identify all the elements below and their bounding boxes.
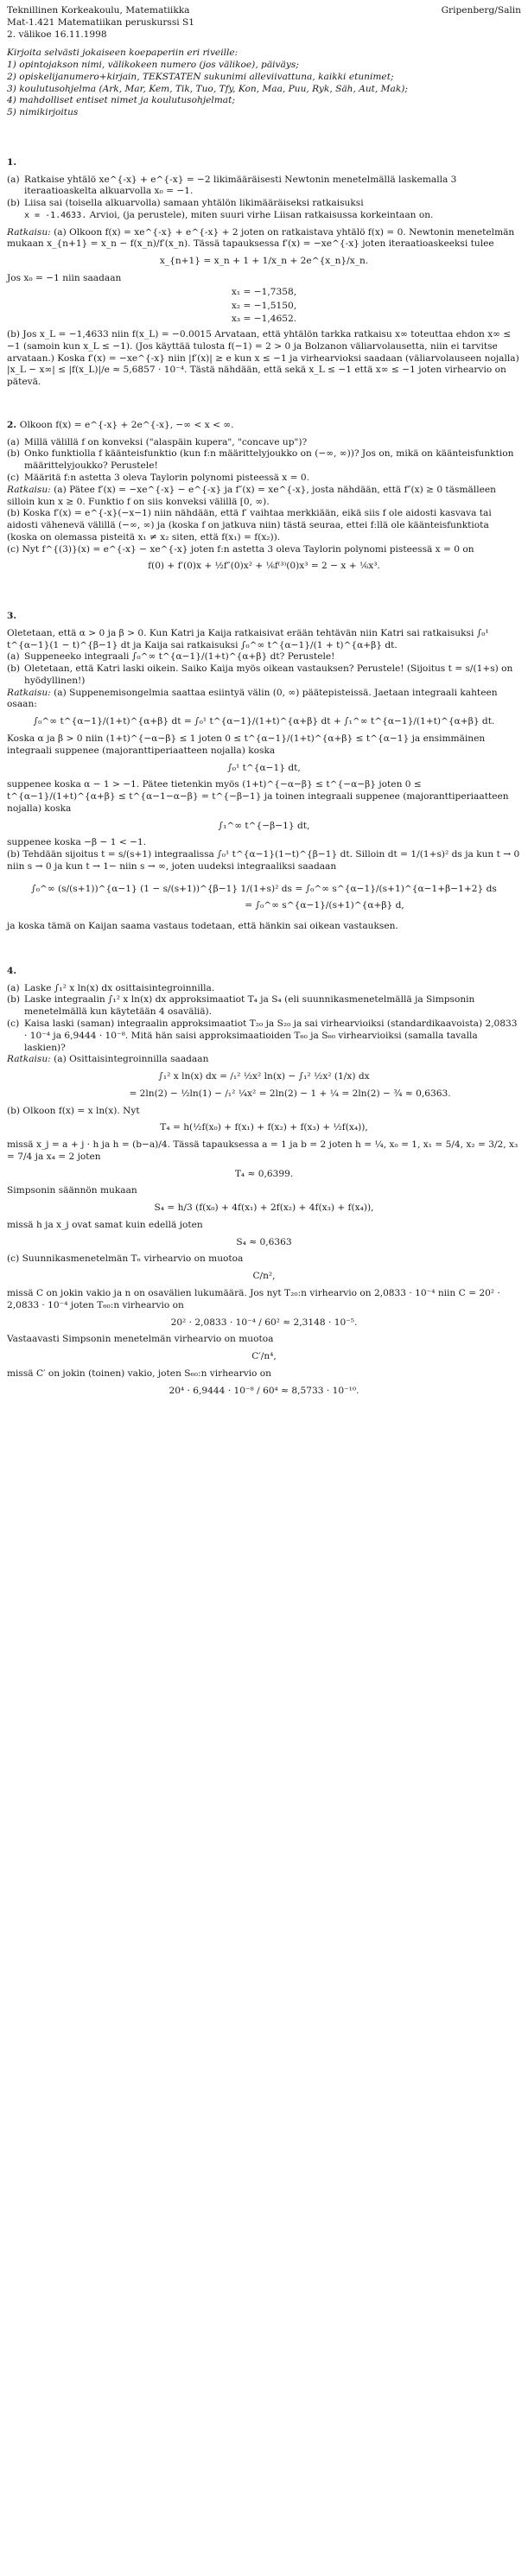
problem-3a [7, 651, 521, 663]
text-1b-part1: Liisa sai (toisella alkuarvolla) samaan yhtälön likimääräiseksi ratkaisuksi [24, 198, 364, 209]
problem-1a [7, 174, 521, 199]
solution-4c-part3: Vastaavasti Simpsonin menetelmän virhearvio on muotoa [7, 1334, 274, 1345]
instruction-5: 5) nimikirjoitus [7, 107, 79, 118]
solution-2b: (b) Koska f′(x) = e^{-x}(−x−1) niin nähdään, että f′ vaihtaa merkkiään, eikä siis f ole aidosti kasvava tai aidosti vähenevä välillä (−∞, ∞) ja (koska f on jatkuva niin) tästä seuraa, ettei f:llä ole käänteisfunktiota (koska on olemassa pisteitä x₁ ≠ x₂ siten, että f(x₁) = f(x₂)). [7, 508, 492, 542]
label-2b: (b) [7, 448, 21, 460]
text-4a: Laske ∫₁² x ln(x) dx osittaisintegroinnilla. [24, 982, 215, 993]
solution-2c: (c) Nyt f^{(3)}(x) = e^{-x} − xe^{-x} joten f:n astetta 3 oleva Taylorin polynomi pisteessä x = 0 on [7, 543, 474, 555]
text-3a: Suppeneeko integraali ∫₀^∞ t^{α−1}/(1+t)^{α+β} dt? Perustele! [24, 651, 335, 663]
solution-3-conclusion: ja koska tämä on Kaijan saama vastaus todetaan, että hänkin sai oikean vastauksen. [7, 921, 398, 932]
problem-4b [7, 994, 521, 1018]
problem-3-number: 3. [7, 611, 17, 622]
problem-3-intro: Oletetaan, että α > 0 ja β > 0. Kun Katri ja Kaija ratkaisivat erään tehtävän niin Katri sai ratkaisuksi ∫₀¹ t^{α−1}(1 − t)^{β−1} dt ja Kaija sai ratkaisuksi ∫₀^∞ t^{α−1}/(1 + t)^{α+β} dt. [7, 627, 489, 650]
problem-4c [7, 1018, 521, 1054]
text-2b: Onko funktiolla f käänteisfunktio (kun f:n määrittelyjoukko on (−∞, ∞))? Jos on, mikä on käänteisfunktion määrittelyjoukko? Perustele! [24, 448, 514, 472]
label-1b: (b) [7, 198, 21, 209]
simpson-equation: S₄ = h/3 (f(x₀) + 4f(x₁) + 2f(x₂) + 4f(x₃) + f(x₄)), [154, 1202, 374, 1214]
solution-1b: (b) Jos x_L = −1,4633 niin f(x_L) = −0.0015 Arvataan, että yhtälön tarkka ratkaisu x∞ toteuttaa ehdon x∞ ≤ −1 (samoin kun x_L ≤ −1). (Jos käyttää tulosta f(−1) = 2 > 0 ja Bolzanon väliarvolausetta, niin ei tarvitse arvataan.) Koska f′(x) = −xe^{-x} niin |f′(x)| ≥ e kun x ≤ −1 ja virhearvioksi saadaan (väliarvolauseen nojalla) |x_L − x∞| ≤ |f(x_L)|/e ≈ 5,6857 · 10⁻⁴. Tästä nähdään, että sekä x_L ≤ −1 että x∞ ≤ −1 joten virhearvio on pätevä. [7, 329, 519, 388]
solution-label-2: Ratkaisu: [7, 484, 51, 495]
solution-label-1: Ratkaisu: [7, 226, 51, 238]
problem-2b [7, 448, 521, 473]
header-row-1 [7, 5, 521, 17]
trapezoid-value: T₄ ≈ 0,6399. [234, 1168, 294, 1179]
iterate-x2: x₂ = −1,5150, [231, 300, 297, 311]
simpson-error-form: C′/n⁴, [251, 1351, 277, 1362]
liisa-value: x = -1.4633. [24, 210, 87, 220]
solution-4a [7, 1054, 521, 1066]
problem-1b [7, 198, 521, 222]
majorant-integral-1: ∫₀¹ t^{α−1} dt, [227, 762, 301, 773]
problem-1-number: 1. [7, 156, 17, 168]
text-2a: Millä välillä f on konveksi ("alaspäin kupera", "concave up")? [24, 436, 308, 447]
instruction-4: 4) mahdolliset entiset nimet ja koulutusohjelmat; [7, 95, 235, 106]
label-4c: (c) [7, 1018, 20, 1029]
simpson-value: S₄ ≈ 0,6363 [236, 1236, 292, 1247]
solution-3a-part4: suppenee koska −β − 1 < −1. [7, 837, 147, 848]
problem-2-intro: Olkoon f(x) = e^{-x} + 2e^{-x}, −∞ < x < ∞. [19, 419, 234, 430]
x0-text: Jos x₀ = −1 niin saadaan [7, 273, 122, 284]
text-4c: Kaisa laski (saman) integraalin approksimaatiot T₂₀ ja S₂₀ ja sai virhearvioiksi (standardikaavoista) 2,0833 · 10⁻⁴ ja 6,9444 · 10⁻⁸. Mitä hän saisi approksimaatioiden T₆₀ ja S₆₀ virhearvioiksi (samalla tavalla laskien)? [24, 1018, 518, 1053]
solution-1a-text: (a) Olkoon f(x) = xe^{-x} + e^{-x} + 2 joten on ratkaistava yhtälö f(x) = 0. Newtonin menetelmän mukaan x_{n+1} = x_n − f(x_n)/f′(x_n). Tässä tapauksessa f′(x) = −xe^{-x} joten iteraatioaskeeksi tulee [7, 226, 515, 250]
instruction-1: 1) opintojakson nimi, välikokeen numero (jos välikoe), päiväys; [7, 60, 299, 71]
trapezoid-text: missä x_j = a + j · h ja h = (b−a)/4. Tässä tapauksessa a = 1 ja b = 2 joten h = ¼, x₀ = 1, x₁ = 5/4, x₂ = 3/2, x₃ = 7/4 ja x₄ = 2 joten [7, 1139, 518, 1162]
text-3b: Oletetaan, että Katri laski oikein. Saiko Kaija myös oikean vastauksen? Perustele! (Sijoitus t = s/(1+s) on hyödyllinen!) [24, 663, 513, 686]
problem-3b [7, 663, 521, 688]
simpson-text: missä h ja x_j ovat samat kuin edellä joten [7, 1219, 203, 1230]
instructions [7, 48, 521, 119]
label-2c: (c) [7, 472, 20, 483]
problem-4-number: 4. [7, 965, 17, 976]
majorant-integral-2: ∫₁^∞ t^{−β−1} dt, [218, 820, 310, 831]
text-4b: Laske integraalin ∫₁² x ln(x) dx approksimaatiot T₄ ja S₄ (eli suunnikasmenetelmällä ja Simpsonin menetelmällä kun käytetään 4 osaväliä). [24, 994, 475, 1018]
s60-error-equation: 20⁴ · 6,9444 · 10⁻⁸ / 60⁴ ≈ 8,5733 · 10⁻¹⁰. [169, 1385, 359, 1396]
solution-4a-text: (a) Osittaisintegroinnilla saadaan [54, 1054, 209, 1065]
label-4b: (b) [7, 994, 21, 1006]
course-name: Mat-1.421 Matematiikan peruskurssi S1 [7, 16, 195, 28]
instructions-intro: Kirjoita selvästi jokaiseen koepaperiin eri riveille: [7, 48, 239, 59]
solution-2a [7, 485, 521, 509]
text-2c: Määritä f:n astetta 3 oleva Taylorin polynomi pisteessä x = 0. [24, 472, 309, 483]
iterate-x1: x₁ = −1,7358, [231, 286, 297, 297]
split-integral-equation: ∫₀^∞ t^{α−1}/(1+t)^{α+β} dt = ∫₀¹ t^{α−1}/(1+t)^{α+β} dt + ∫₁^∞ t^{α−1}/(1+t)^{α+β} dt. [33, 716, 495, 727]
solution-1a [7, 227, 521, 251]
exam-page [7, 5, 521, 1402]
instruction-3: 3) koulutusohjelma (Ark, Mar, Kem, Tik, Tuo, Tfy, Kon, Maa, Puu, Ryk, Säh, Aut, Mak); [7, 83, 408, 94]
problem-2c [7, 473, 521, 485]
exam-date: 2. välikoe 16.11.1998 [7, 29, 107, 40]
text-1a: Ratkaise yhtälö xe^{-x} + e^{-x} = −2 likimääräisesti Newtonin menetelmällä laskemalla 3 iteraatioaskelta alkuarvolla x₀ = −1. [24, 174, 457, 197]
substitution-equation-2: = ∫₀^∞ s^{α−1}/(s+1)^{α+β} d, [245, 900, 404, 911]
solution-3a-part3: suppenee koska α − 1 > −1. Pätee tietenkin myös (1+t)^{−α−β} ≤ t^{−α−β} joten 0 ≤ t^{α−1}/(1+t)^{α+β} ≤ t^{α−1−α−β} = t^{−β−1} ja toinen integraali suppenee (majoranttiperiaatteen nojalla) koska [7, 779, 509, 814]
simpson-intro: Simpsonin säännön mukaan [7, 1185, 137, 1196]
label-3b: (b) [7, 663, 21, 675]
label-4a: (a) [7, 982, 20, 993]
solution-3a [7, 688, 521, 712]
iteration-equation: x_{n+1} = x_n + 1 + 1/x_n + 2e^{x_n}/x_n. [159, 256, 369, 267]
text-1b-part2: Arvioi, (ja perustele), miten suuri virhe Liisan ratkaisussa korkeintaan on. [86, 209, 434, 220]
solution-4c: (c) Suunnikasmenetelmän Tₙ virhearvio on muotoa [7, 1253, 244, 1265]
institution: Teknillinen Korkeakoulu, Matematiikka [7, 5, 190, 16]
instruction-2: 2) opiskelijanumero+kirjain, TEKSTATEN sukunimi alleviivattuna, kaikki etunimet; [7, 71, 394, 82]
substitution-equation-1: ∫₀^∞ (s/(s+1))^{α−1} (1 − s/(s+1))^{β−1} 1/(1+s)² ds = ∫₀^∞ s^{α−1}/(s+1)^{α−1+β−1+2} ds [31, 883, 497, 894]
iterate-x3: x₃ = −1,4652. [231, 314, 297, 325]
taylor-equation: f(0) + f′(0)x + ½f″(0)x² + ⅙f⁽³⁾(0)x³ = 2 − x + ⅙x³. [148, 561, 380, 572]
solution-3a-text: (a) Suppenemisongelmia saattaa esiintyä välin (0, ∞) päätepisteissä. Jaetaan integraali kahteen osaan: [7, 687, 498, 710]
trapezoid-error-form: C/n², [252, 1271, 276, 1282]
parts-equation-2: = 2ln(2) − ½ln(1) − /₁² ¼x² = 2ln(2) − 1 + ¼ = 2ln(2) − ¾ ≈ 0,6363. [129, 1088, 451, 1099]
solution-2a-text: (a) Pätee f′(x) = −xe^{-x} − e^{-x} ja f″(x) = xe^{-x}, josta nähdään, että f″(x) ≥ 0 täsmälleen silloin kun x ≥ 0. Funktio f on siis konveksi välillä [0, ∞). [7, 484, 496, 507]
solution-label-4: Ratkaisu: [7, 1054, 51, 1065]
solution-3a-part2: Koska α ja β > 0 niin (1+t)^{−α−β} ≤ 1 joten 0 ≤ t^{α−1}/(1+t)^{α+β} ≤ t^{α−1} ja ensimmäinen integraali suppenee (majoranttiperiaatteen nojalla) koska [7, 733, 486, 756]
label-2a: (a) [7, 436, 20, 447]
solution-4c-part2: missä C on jokin vakio ja n on osavälien lukumäärä. Jos nyt T₂₀:n virhearvio on 2,0833 · 10⁻⁴ niin C = 20² · 2,0833 · 10⁻⁴ joten T₆₀:n virhearvio on [7, 1288, 500, 1310]
solution-4c-part4: missä C′ on jokin (toinen) vakio, joten S₆₀:n virhearvio on [7, 1367, 272, 1379]
label-3a: (a) [7, 651, 20, 663]
problem-2-num: 2. [7, 419, 17, 430]
solution-label-3: Ratkaisu: [7, 687, 51, 698]
problem-2a [7, 437, 521, 449]
solution-4b: (b) Olkoon f(x) = x ln(x). Nyt [7, 1105, 140, 1116]
authors: Gripenberg/Salin [441, 5, 521, 16]
trapezoid-equation: T₄ = h(½f(x₀) + f(x₁) + f(x₂) + f(x₃) + ½f(x₄)), [160, 1122, 368, 1133]
solution-3b: (b) Tehdään sijoitus t = s/(s+1) integraalissa ∫₀¹ t^{α−1}(1−t)^{β−1} dt. Silloin dt = 1/(1+s)² ds ja kun t → 0 niin s → 0 ja kun t → 1− niin s → ∞, joten uudeksi integraaliksi saadaan [7, 849, 520, 872]
label-1a: (a) [7, 174, 20, 185]
problem-2-number [7, 420, 521, 432]
t60-error-equation: 20² · 2,0833 · 10⁻⁴ / 60² ≈ 2,3148 · 10⁻⁵. [170, 1317, 358, 1328]
parts-equation-1: ∫₁² x ln(x) dx = /₁² ½x² ln(x) − ∫₁² ½x² (1/x) dx [158, 1071, 370, 1082]
problem-4a [7, 983, 521, 995]
